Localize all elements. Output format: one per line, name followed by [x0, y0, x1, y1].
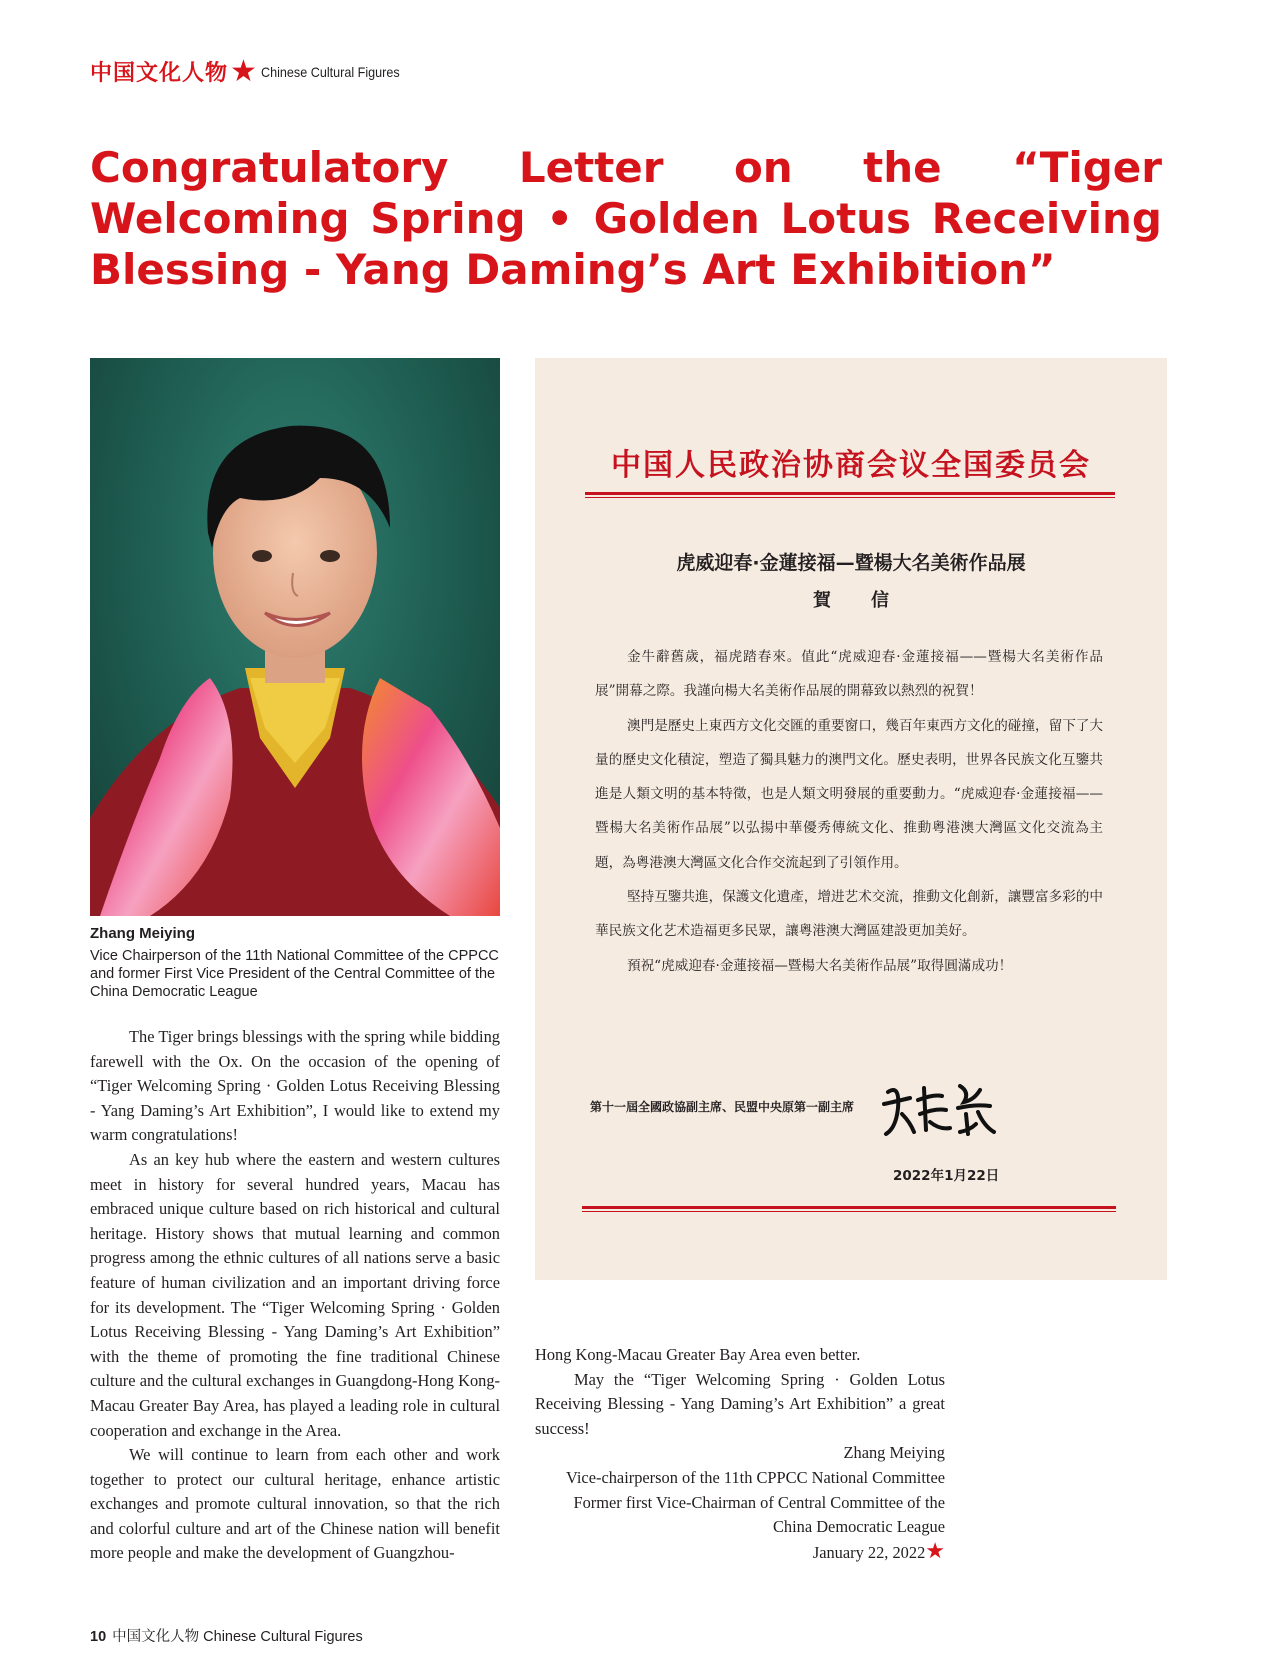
letter-paragraph: 金牛辭舊歲，福虎踏春來。值此“虎威迎春·金蓮接福——暨楊大名美術作品展”開幕之際。我謹向楊大名美術作品展的開幕致以熱烈的祝賀！ [595, 649, 1103, 700]
sign-name: Zhang Meiying [843, 1443, 945, 1463]
body-continuation: Hong Kong-Macau Greater Bay Area even better. [535, 1345, 861, 1364]
sign-title-2: Former first Vice-Chairman of Central Committee of the China Democratic League [573, 1492, 945, 1537]
body-paragraph: The Tiger brings blessings with the spring while bidding farewell with the Ox. On the occasion of the opening of “Tiger Welcoming Spring · Golden Lotus Receiving Blessing - Yang Daming’s Art Exhibition”, I would like to extend my warm congratulations! [90, 1027, 500, 1145]
letter-org-header: 中国人民政治协商会议全国委员会 [611, 448, 1091, 483]
body-paragraph: As an key hub where the eastern and western cultures meet in history for several hundred years, Macau has embraced unique culture based on rich historical and cultural heritage. History shows that mutual learning and common progress among the ethnic cultures of all nations serve a basic feature of human civilization and an important driving force for its development. The “Tiger Welcoming Spring · Golden Lotus Receiving Blessing - Yang Daming’s Art Exhibition” with the theme of promoting the fine traditional Chinese culture and the cultural exchanges in Guangdong-Hong Kong-Macau Greater Bay Area, has played a leading role in cultural cooperation and exchange in the Area. [90, 1149, 500, 1440]
letter-header-rule [585, 492, 1115, 498]
footer-publication: 中国文化人物 Chinese Cultural Figures [112, 1629, 363, 1645]
body-paragraph: We will continue to learn from each other and work together to protect our cultural heritage, enhance artistic exchanges and promote cultural innovation, so that the rich and colorful culture and art of the Chinese nation will benefit more people and make the development of Guangzhou- [90, 1445, 500, 1563]
letter-greeting: 賀信 [813, 590, 929, 611]
letter-image [535, 358, 1167, 1280]
caption-name: Zhang Meiying [90, 925, 195, 942]
photo-caption [90, 925, 500, 1001]
masthead-title-cn: 中国文化人物 [90, 60, 229, 86]
portrait-illustration [90, 358, 500, 916]
page-number: 10 [90, 1629, 107, 1645]
caption-role: Vice Chairperson of the 11th National Committee of the CPPCC and former First Vice President of the Central Committee of the China Democratic League [90, 948, 499, 1000]
letter-body [595, 640, 1103, 983]
article-body-right [535, 1343, 945, 1565]
page-title: Congratulatory Letter on the “Tiger Welcoming Spring • Golden Lotus Receiving Blessing - Yang Daming’s Art Exhibition” [90, 143, 1162, 294]
sign-date: January 22, 2022 [812, 1542, 926, 1562]
page-footer [90, 1625, 363, 1646]
letter-footer-rule [582, 1206, 1116, 1212]
letter-paragraph: 預祝“虎威迎春·金蓮接福—暨楊大名美術作品展”取得圓滿成功！ [627, 957, 1013, 974]
letter-paragraph: 澳門是歷史上東西方文化交匯的重要窗口，幾百年東西方文化的碰撞，留下了大量的歷史文化積淀，塑造了獨具魅力的澳門文化。歷史表明，世界各民族文化互鑒共進是人類文明的基本特徵，也是人類文明發展的重要動力。“虎威迎春·金蓮接福——暨楊大名美術作品展”以弘揚中華優秀傳統文化、推動粵港澳大灣區文化交流為主題，為粵港澳大灣區文化合作交流起到了引領作用。 [595, 717, 1103, 871]
letter-title: 虎威迎春·金蓮接福—暨楊大名美術作品展 [676, 552, 1026, 574]
letter-paragraph: 堅持互鑒共進，保護文化遺產，增进艺术交流，推動文化創新，讓豐富多彩的中華民族文化艺术造福更多民眾，讓粵港澳大灣區建設更加美好。 [595, 889, 1103, 940]
sign-title-1: Vice-chairperson of the 11th CPPCC National Committee [566, 1467, 945, 1487]
letter-signer-title: 第十一屆全國政協副主席、民盟中央原第一副主席 [590, 1100, 855, 1114]
star-icon: ★ [925, 1537, 945, 1563]
sign-date-line [535, 1537, 945, 1566]
letter-date: 2022年1月22日 [893, 1168, 1000, 1184]
star-icon: ★ [230, 54, 257, 88]
masthead-title-en: Chinese Cultural Figures [260, 63, 400, 80]
handwritten-signature [880, 1078, 1000, 1138]
masthead [90, 56, 415, 87]
body-closing: May the “Tiger Welcoming Spring · Golden Lotus Receiving Blessing - Yang Daming’s Art Exhibition” a great success! [535, 1369, 945, 1438]
article-body-left [90, 1025, 500, 1566]
portrait-photo [90, 358, 500, 916]
